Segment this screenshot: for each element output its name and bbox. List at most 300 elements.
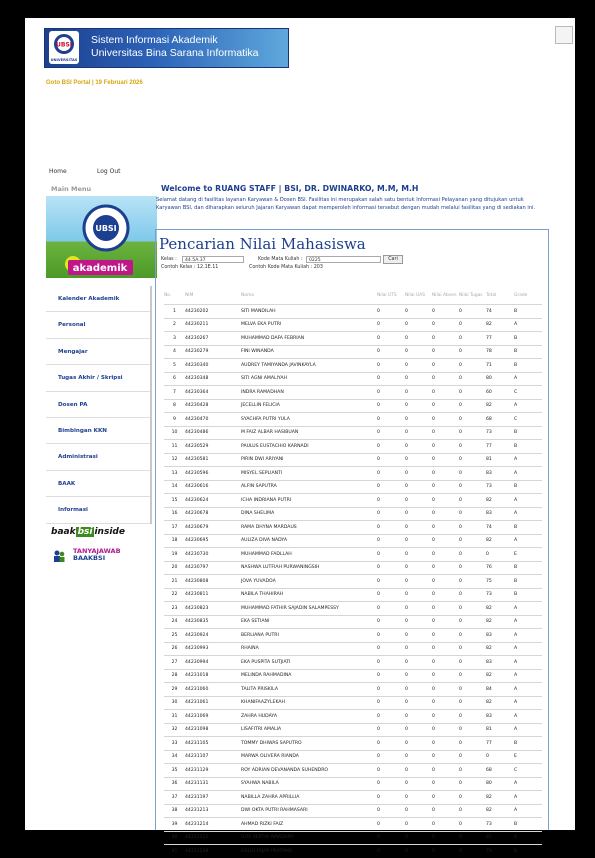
search-form (161, 257, 398, 263)
akademik-banner-image (46, 196, 157, 278)
cell-uas: 0 (405, 831, 432, 845)
cell-nim: 44230470 (185, 413, 241, 427)
cell-nama: RHAINA (241, 642, 377, 656)
cell-no: 12 (164, 453, 185, 467)
cell-absen: 0 (432, 318, 459, 332)
cell-nim: 44230529 (185, 440, 241, 454)
cell-nama: M FAIZ ALBAR HASIBUAN (241, 426, 377, 440)
cell-total: 81 (486, 723, 514, 737)
cell-absen: 0 (432, 521, 459, 535)
cell-total: 77 (486, 332, 514, 346)
cell-no: 8 (164, 399, 185, 413)
sidebar-item-administrasi[interactable]: Administrasi (46, 444, 150, 470)
cell-absen: 0 (432, 453, 459, 467)
cell-total: 83 (486, 656, 514, 670)
cell-total: 80 (486, 777, 514, 791)
cell-absen: 0 (432, 696, 459, 710)
cell-grade: B (514, 845, 542, 858)
table-row (164, 521, 542, 535)
cell-total: 73 (486, 426, 514, 440)
cell-absen: 0 (432, 723, 459, 737)
cell-uts: 0 (377, 467, 405, 481)
cell-nama: EKA PUSPITA SUTJIATI (241, 656, 377, 670)
cell-nama: BERLIANA PUTRI (241, 629, 377, 643)
cell-uas: 0 (405, 413, 432, 427)
cell-absen: 0 (432, 777, 459, 791)
sidebar-item-bimbingan-kkn[interactable]: Bimbingan KKN (46, 418, 150, 444)
cell-uts: 0 (377, 737, 405, 751)
cell-total: 82 (486, 615, 514, 629)
header-uts: Nilai UTS (377, 293, 397, 298)
cell-absen: 0 (432, 494, 459, 508)
cell-nama: DINA SHELIMA (241, 507, 377, 521)
cell-total: 0 (486, 750, 514, 764)
table-body (164, 305, 542, 858)
cell-uas: 0 (405, 629, 432, 643)
cell-uts: 0 (377, 507, 405, 521)
cell-tugas: 0 (459, 372, 486, 386)
cell-grade: A (514, 791, 542, 805)
sidebar-item-personal[interactable]: Personal (46, 312, 150, 338)
cell-uts: 0 (377, 588, 405, 602)
cell-tugas: 0 (459, 561, 486, 575)
cell-grade: A (514, 777, 542, 791)
cell-uas: 0 (405, 737, 432, 751)
table-row (164, 467, 542, 481)
cell-uas: 0 (405, 521, 432, 535)
cell-uts: 0 (377, 791, 405, 805)
cell-grade: A (514, 602, 542, 616)
cell-absen: 0 (432, 386, 459, 400)
cell-nama: MUHAMMAD DAFA FEBRIAN (241, 332, 377, 346)
cell-uts: 0 (377, 642, 405, 656)
cell-nama: DWI OKTA PUTRI RAHMASARI (241, 804, 377, 818)
table-row (164, 399, 542, 413)
table-row (164, 548, 542, 562)
nilai-panel (155, 229, 549, 854)
cell-uas: 0 (405, 399, 432, 413)
cell-grade: B (514, 575, 542, 589)
cell-total: 83 (486, 507, 514, 521)
cell-nama: NASHWA LUTFIAH PURWANINGSIH (241, 561, 377, 575)
cell-absen: 0 (432, 588, 459, 602)
sidebar-item-dosen-pa[interactable]: Dosen PA (46, 392, 150, 418)
cell-uts: 0 (377, 426, 405, 440)
cell-nama: ALFIN SAPUTRA (241, 480, 377, 494)
cell-uts: 0 (377, 683, 405, 697)
table-row (164, 318, 542, 332)
table-row (164, 737, 542, 751)
cell-nim: 44230348 (185, 372, 241, 386)
cell-uts: 0 (377, 440, 405, 454)
cell-nama: SYACHFA PUTRI YULA (241, 413, 377, 427)
table-row (164, 831, 542, 845)
cell-nim: 44231061 (185, 696, 241, 710)
cell-total: 81 (486, 831, 514, 845)
cell-grade: A (514, 494, 542, 508)
cell-grade: B (514, 818, 542, 832)
table-row (164, 561, 542, 575)
cell-tugas: 0 (459, 777, 486, 791)
cell-no: 9 (164, 413, 185, 427)
cell-uts: 0 (377, 831, 405, 845)
cell-total: 82 (486, 791, 514, 805)
cell-nama: EKA SETIANI (241, 615, 377, 629)
app-title-line2: Universitas Bina Sarana Informatika (91, 47, 259, 59)
baak-logo-right: inside (94, 527, 125, 537)
cell-absen: 0 (432, 804, 459, 818)
cell-tugas: 0 (459, 345, 486, 359)
cell-absen: 0 (432, 575, 459, 589)
table-row (164, 588, 542, 602)
cell-uts: 0 (377, 764, 405, 778)
cell-uts: 0 (377, 386, 405, 400)
cell-total: 68 (486, 764, 514, 778)
cell-nama: AULIZA DIVA NADYA (241, 534, 377, 548)
table-row (164, 359, 542, 373)
cell-grade: A (514, 507, 542, 521)
cell-uas: 0 (405, 426, 432, 440)
cell-nama: MELINDA RAHMADINA (241, 669, 377, 683)
cell-nim: 44230994 (185, 656, 241, 670)
table-row (164, 845, 542, 858)
cell-uas: 0 (405, 777, 432, 791)
image-logo-text: UBSI (95, 224, 117, 233)
cell-nama: ZAHRA HUDAYA (241, 710, 377, 724)
cell-no: 11 (164, 440, 185, 454)
cell-grade: B (514, 305, 542, 319)
cell-uts: 0 (377, 305, 405, 319)
cell-absen: 0 (432, 764, 459, 778)
cell-tugas: 0 (459, 656, 486, 670)
cell-nim: 44230364 (185, 386, 241, 400)
cell-nama: MUHAMMAD FADLLAH (241, 548, 377, 562)
cell-uts: 0 (377, 521, 405, 535)
cell-no: 30 (164, 696, 185, 710)
people-icon (52, 549, 66, 563)
cell-uas: 0 (405, 642, 432, 656)
table-row (164, 480, 542, 494)
cell-no: 5 (164, 359, 185, 373)
cell-grade: A (514, 804, 542, 818)
cell-grade: A (514, 710, 542, 724)
cell-tugas: 0 (459, 453, 486, 467)
cell-no: 23 (164, 602, 185, 616)
cell-nim: 44230679 (185, 521, 241, 535)
broken-image-icon (555, 26, 573, 44)
nilai-table (164, 287, 542, 858)
cell-tugas: 0 (459, 588, 486, 602)
cell-uts: 0 (377, 629, 405, 643)
cell-tugas: 0 (459, 480, 486, 494)
cell-nim: 44230730 (185, 548, 241, 562)
cell-uas: 0 (405, 561, 432, 575)
cell-nama: NABILLA ZAHRA APRILLIA (241, 791, 377, 805)
cell-nama: INDRA RAMADHAN (241, 386, 377, 400)
cell-uas: 0 (405, 507, 432, 521)
cell-absen: 0 (432, 440, 459, 454)
cell-absen: 0 (432, 831, 459, 845)
cell-absen: 0 (432, 507, 459, 521)
cell-uas: 0 (405, 710, 432, 724)
cell-nim: 44230267 (185, 332, 241, 346)
cell-total: 71 (486, 359, 514, 373)
tanya-jawab-logo[interactable] (73, 548, 121, 562)
cell-nim: 44230808 (185, 575, 241, 589)
header-grade: Grade (514, 293, 528, 298)
table-row (164, 575, 542, 589)
cell-uas: 0 (405, 669, 432, 683)
cell-tugas: 0 (459, 710, 486, 724)
contoh-kode: Contoh Kode Mata Kuliah : 203 (249, 265, 323, 270)
baak-inside-logo[interactable] (51, 527, 125, 537)
cell-nim: 44230616 (185, 480, 241, 494)
cell-nim: 44230202 (185, 305, 241, 319)
cell-nama: RAMA DHYNA MARDAUS (241, 521, 377, 535)
cell-tugas: 0 (459, 548, 486, 562)
cell-nim: 44230340 (185, 359, 241, 373)
cell-total: 83 (486, 710, 514, 724)
cell-absen: 0 (432, 305, 459, 319)
sidebar-item-baak[interactable]: BAAK (46, 471, 150, 497)
cell-tugas: 0 (459, 399, 486, 413)
cell-total: 82 (486, 494, 514, 508)
cell-uts: 0 (377, 804, 405, 818)
sidebar-item-mengajar[interactable]: Mengajar (46, 339, 150, 365)
cari-button[interactable]: Cari (383, 255, 403, 264)
cell-absen: 0 (432, 669, 459, 683)
cell-uts: 0 (377, 602, 405, 616)
cell-nama: MISYEL SEPLIANTI (241, 467, 377, 481)
cell-no: 13 (164, 467, 185, 481)
table-row (164, 764, 542, 778)
cell-absen: 0 (432, 710, 459, 724)
nav-home-link[interactable]: Home (49, 168, 67, 175)
cell-uts: 0 (377, 777, 405, 791)
cell-grade: B (514, 588, 542, 602)
cell-tugas: 0 (459, 305, 486, 319)
cell-nim: 44231225 (185, 831, 241, 845)
cell-nama: LISAFITRI AMALIA (241, 723, 377, 737)
table-row (164, 494, 542, 508)
cell-grade: A (514, 723, 542, 737)
cell-no: 38 (164, 804, 185, 818)
cell-uts: 0 (377, 656, 405, 670)
cell-grade: A (514, 453, 542, 467)
cell-nama: FINI WINANDA (241, 345, 377, 359)
cell-total: 82 (486, 696, 514, 710)
cell-uts: 0 (377, 399, 405, 413)
cell-uts: 0 (377, 318, 405, 332)
cell-nim: 44231069 (185, 710, 241, 724)
table-row (164, 804, 542, 818)
cell-absen: 0 (432, 345, 459, 359)
cell-nama: GALIH FAJAR PRATAMA (241, 845, 377, 858)
cell-total: 82 (486, 399, 514, 413)
table-row (164, 453, 542, 467)
cell-absen: 0 (432, 602, 459, 616)
cell-total: 82 (486, 669, 514, 683)
table-row (164, 413, 542, 427)
table-row (164, 696, 542, 710)
cell-nim: 44231214 (185, 818, 241, 832)
cell-absen: 0 (432, 737, 459, 751)
cell-total: 83 (486, 629, 514, 643)
table-row (164, 534, 542, 548)
cell-absen: 0 (432, 642, 459, 656)
cell-nama: ICHA INDRIANA PUTRI (241, 494, 377, 508)
cell-grade: B (514, 345, 542, 359)
cell-nama: MUHAMMAD FATHIR SAJADIN SALAMPESSY (241, 602, 377, 616)
kode-input[interactable]: 0225 (306, 256, 381, 263)
kode-label: Kode Mata Kuliah : (258, 257, 303, 262)
cell-tugas: 0 (459, 332, 486, 346)
cell-no: 36 (164, 777, 185, 791)
cell-nama: NABILA THAHIRAH (241, 588, 377, 602)
cell-total: 83 (486, 467, 514, 481)
cell-nim: 44231129 (185, 764, 241, 778)
cell-no: 4 (164, 345, 185, 359)
table-row (164, 507, 542, 521)
cell-nama: SYAHWA NABILA (241, 777, 377, 791)
cell-tugas: 0 (459, 804, 486, 818)
cell-tugas: 0 (459, 426, 486, 440)
cell-nim: 44231107 (185, 750, 241, 764)
sidebar-item-informasi[interactable]: Informasi (46, 497, 150, 523)
sidebar-item-tugas-akhir[interactable]: Tugas Akhir / Skripsi (46, 365, 150, 391)
cell-uas: 0 (405, 548, 432, 562)
cell-uas: 0 (405, 494, 432, 508)
cell-nim: 44230279 (185, 345, 241, 359)
cell-no: 16 (164, 507, 185, 521)
cell-uas: 0 (405, 575, 432, 589)
cell-absen: 0 (432, 359, 459, 373)
cell-grade: C (514, 764, 542, 778)
cell-uas: 0 (405, 467, 432, 481)
cell-no: 14 (164, 480, 185, 494)
cell-nim: 44230486 (185, 426, 241, 440)
cell-grade: B (514, 426, 542, 440)
cell-uts: 0 (377, 750, 405, 764)
cell-uts: 0 (377, 561, 405, 575)
cell-uas: 0 (405, 440, 432, 454)
cell-no: 20 (164, 561, 185, 575)
cell-uts: 0 (377, 372, 405, 386)
table-row (164, 426, 542, 440)
cell-nim: 44231098 (185, 723, 241, 737)
cell-tugas: 0 (459, 386, 486, 400)
cell-tugas: 0 (459, 831, 486, 845)
cell-no: 25 (164, 629, 185, 643)
cell-tugas: 0 (459, 750, 486, 764)
table-row (164, 602, 542, 616)
cell-total: 76 (486, 561, 514, 575)
cell-no: 2 (164, 318, 185, 332)
kelas-input[interactable]: 44.5A.37 (182, 256, 244, 263)
cell-absen: 0 (432, 480, 459, 494)
cell-total: 73 (486, 480, 514, 494)
cell-nim: 44231060 (185, 683, 241, 697)
cell-total: 68 (486, 413, 514, 427)
side-menu (46, 286, 152, 524)
cell-absen: 0 (432, 683, 459, 697)
main-menu-title: Main Menu (51, 185, 92, 193)
cell-total: 77 (486, 440, 514, 454)
cell-nama: JOVA YUVADOA (241, 575, 377, 589)
portal-link[interactable]: Goto BSI Portal | 19 Februari 2026 (46, 80, 143, 86)
nav-logout-link[interactable]: Log Out (97, 168, 121, 175)
cell-grade: A (514, 399, 542, 413)
cell-nim: 44230823 (185, 602, 241, 616)
cell-uas: 0 (405, 791, 432, 805)
cell-absen: 0 (432, 426, 459, 440)
cell-nim: 44230596 (185, 467, 241, 481)
cell-absen: 0 (432, 413, 459, 427)
search-examples (161, 265, 323, 270)
cell-nama: MARWA OLIVERA RIANDA (241, 750, 377, 764)
cell-grade: A (514, 534, 542, 548)
cell-uas: 0 (405, 588, 432, 602)
cell-total: 77 (486, 737, 514, 751)
cell-tugas: 0 (459, 737, 486, 751)
cell-grade: B (514, 359, 542, 373)
cell-absen: 0 (432, 399, 459, 413)
cell-uts: 0 (377, 345, 405, 359)
cell-tugas: 0 (459, 507, 486, 521)
cell-no: 33 (164, 737, 185, 751)
cell-tugas: 0 (459, 642, 486, 656)
cell-no: 41 (164, 845, 185, 858)
cell-grade: A (514, 318, 542, 332)
cell-tugas: 0 (459, 723, 486, 737)
cell-no: 3 (164, 332, 185, 346)
cell-absen: 0 (432, 845, 459, 858)
cell-total: 75 (486, 575, 514, 589)
cell-nim: 44230428 (185, 399, 241, 413)
cell-absen: 0 (432, 372, 459, 386)
cell-total: 73 (486, 588, 514, 602)
cell-uas: 0 (405, 804, 432, 818)
cell-tugas: 0 (459, 521, 486, 535)
panel-title: Pencarian Nilai Mahasiswa (159, 235, 366, 253)
cell-no: 6 (164, 372, 185, 386)
table-row (164, 750, 542, 764)
cell-grade: C (514, 413, 542, 427)
cell-uts: 0 (377, 548, 405, 562)
cell-grade: A (514, 467, 542, 481)
cell-tugas: 0 (459, 818, 486, 832)
cell-uts: 0 (377, 534, 405, 548)
kelas-label: Kelas : (161, 257, 177, 262)
table-row (164, 683, 542, 697)
cell-uts: 0 (377, 413, 405, 427)
cell-total: 78 (486, 345, 514, 359)
cell-uts: 0 (377, 494, 405, 508)
cell-nama: SITI AGNI AMALIYAH (241, 372, 377, 386)
cell-uas: 0 (405, 372, 432, 386)
cell-absen: 0 (432, 548, 459, 562)
cell-total: 81 (486, 453, 514, 467)
image-caption: akademik (72, 263, 128, 274)
cell-tugas: 0 (459, 318, 486, 332)
app-title (91, 34, 259, 60)
cell-grade: B (514, 332, 542, 346)
cell-grade: B (514, 480, 542, 494)
sidebar-item-kalender-akademik[interactable]: Kalender Akademik (46, 286, 150, 312)
cell-grade: A (514, 372, 542, 386)
cell-total: 80 (486, 372, 514, 386)
table-row (164, 818, 542, 832)
